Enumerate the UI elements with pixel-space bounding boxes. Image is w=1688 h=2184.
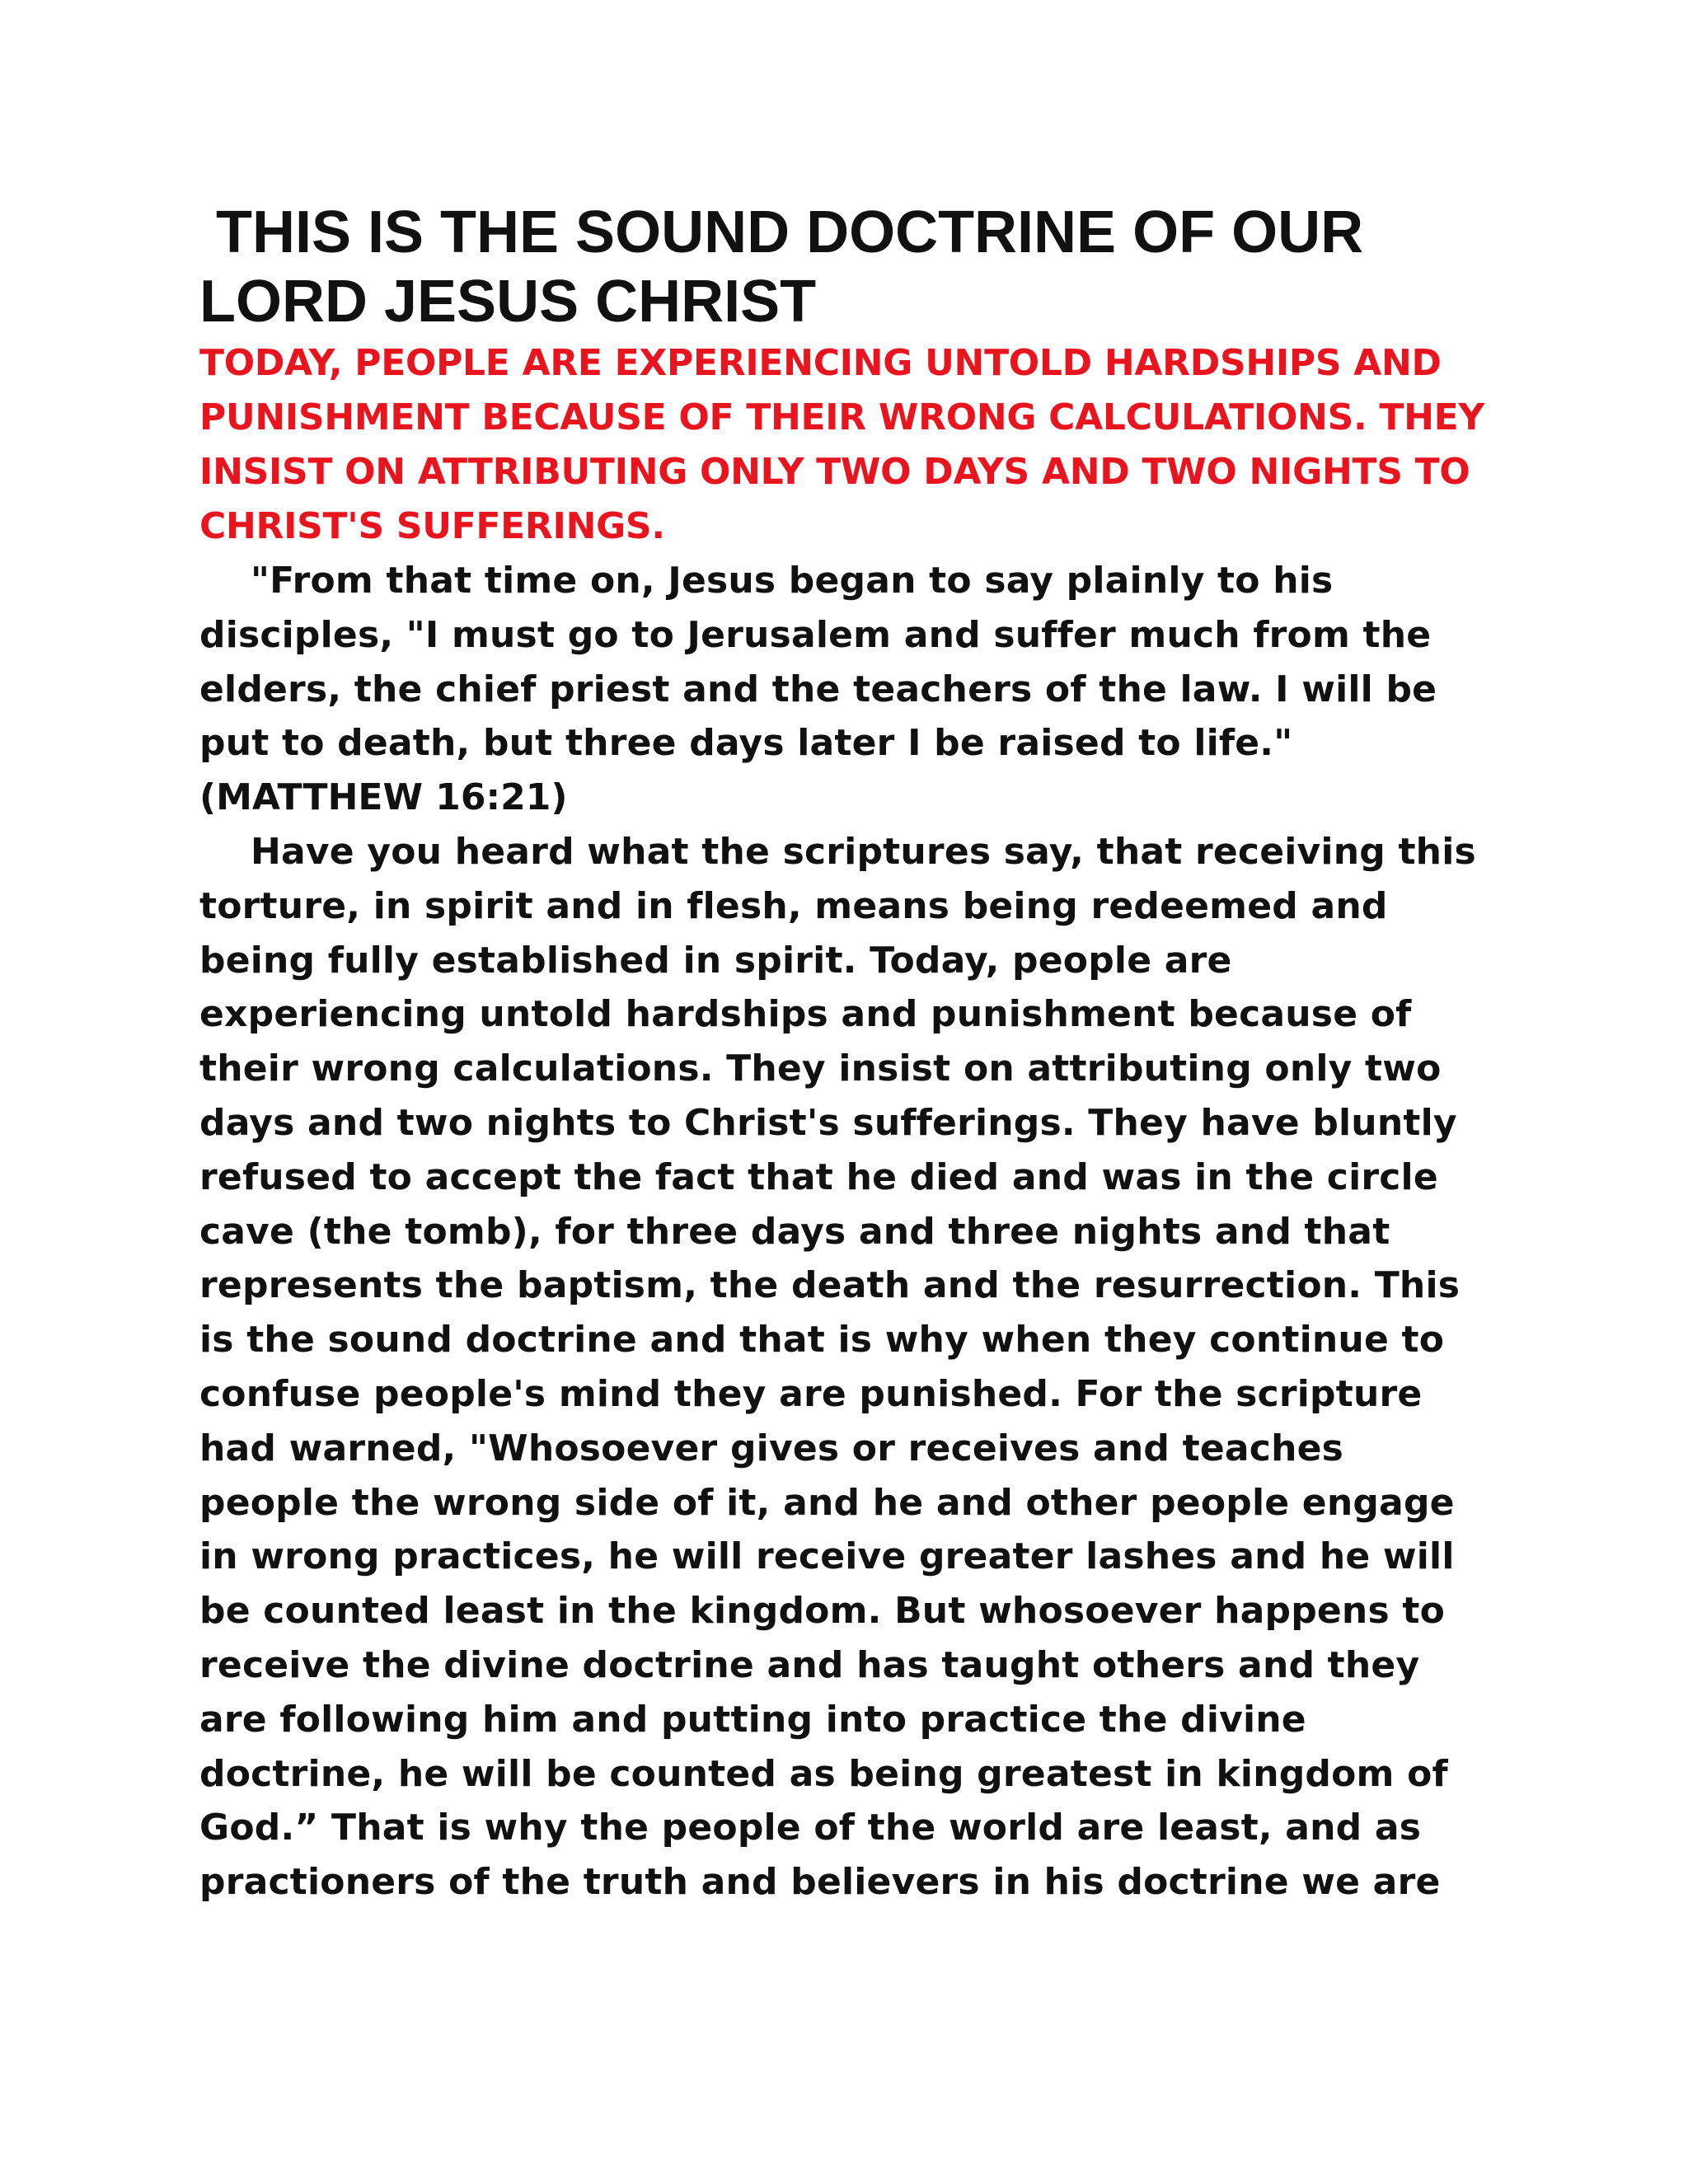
body-paragraph: Have you heard what the scriptures say, that receiving this torture, in spirit and in flesh, means being redeemed and being fully established in spirit. Today, people are experiencing untold hardships and punishment because of their wrong calculations. They insist on attributing only two days and two nights to Christ's sufferings. They have bluntly refused to accept the fact that he died and was in the circle cave (the tomb), for three days and three nights and that represents the baptism, the death and the resurrection. This is the sound doctrine and that is why when they continue to confuse people's mind they are punished. For the scripture had warned, "Whosoever gives or receives and teaches people the wrong side of it, and he and other people engage in wrong practices, he will receive greater lashes and he will be counted least in the kingdom. But whosoever happens to receive the divine doctrine and has taught others and they are following him and putting into practice the divine doctrine, he will be counted as being greatest in kingdom of God.” That is why the people of the world are least, and as practioners of the truth and believers in his doctrine we are — [199, 830, 1476, 1904]
scripture-reference: (MATTHEW 16:21) — [199, 776, 568, 819]
red-subtitle: TODAY, PEOPLE ARE EXPERIENCING UNTOLD HARDSHIPS AND PUNISHMENT BECAUSE OF THEIR WRONG CALCULATIONS. THEY INSIST ON ATTRIBUTING ONLY TWO DAYS AND TWO NIGHTS TO CHRIST'S SUFFERINGS. — [199, 342, 1484, 547]
page-title: THIS IS THE SOUND DOCTRINE OF OUR LORD JESUS CHRIST — [199, 199, 1381, 335]
page-content — [199, 198, 1493, 1910]
scripture-quote: "From that time on, Jesus began to say plainly to his disciples, "I must go to Jerusalem and suffer much from the elders, the chief priest and the teachers of the law. I will be put to death, but three days later I be raised to life." — [199, 560, 1437, 765]
